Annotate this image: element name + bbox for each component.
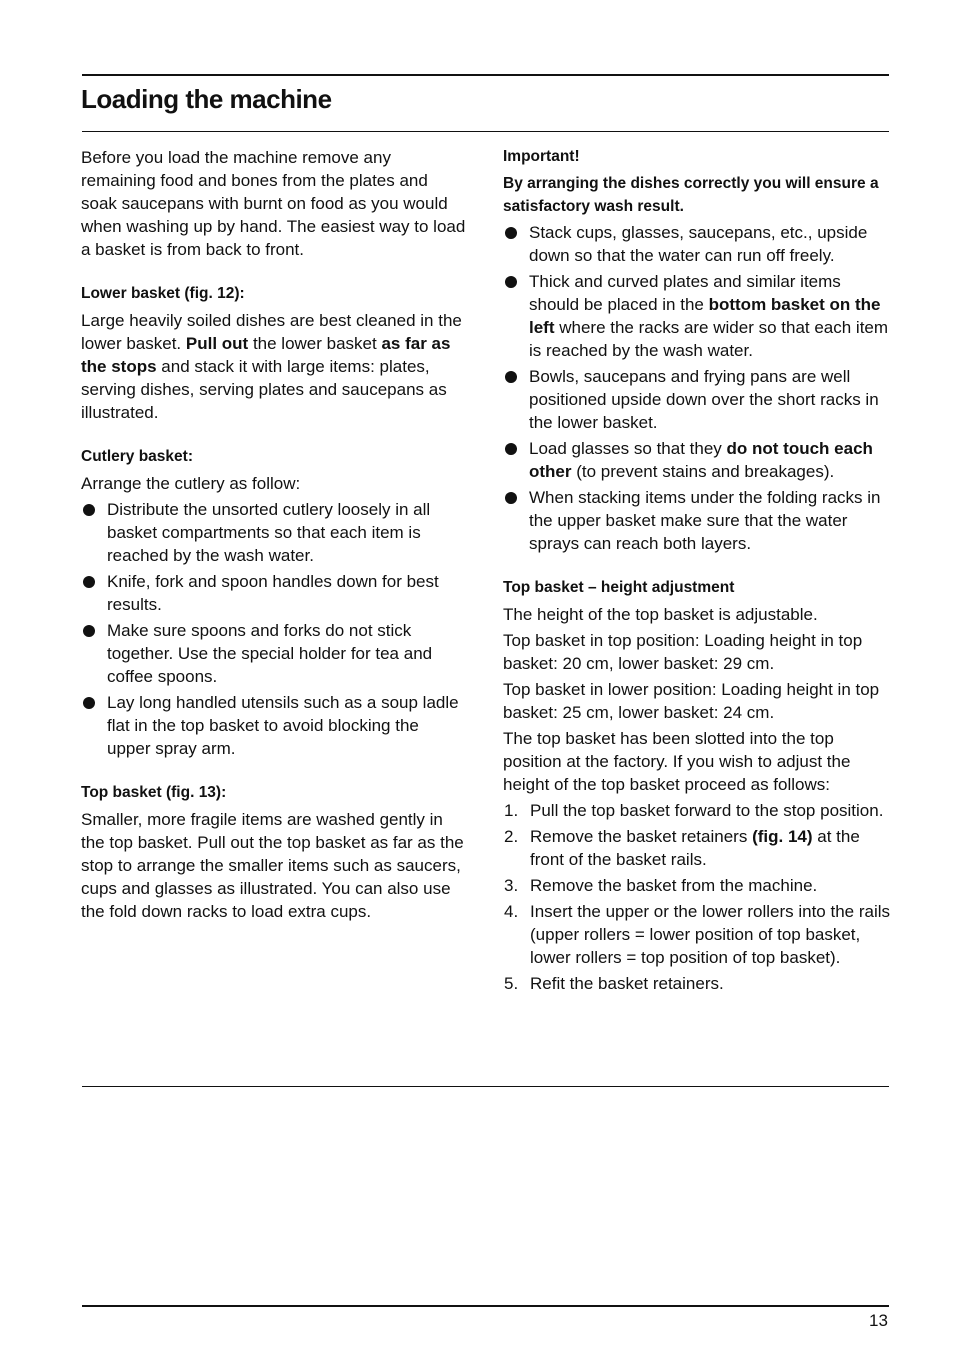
list-item — [503, 972, 891, 995]
cutlery-item-text: Lay long handled utensils such as a soup ladle flat in the top basket to avoid blocking the upper spray arm. — [107, 693, 459, 758]
list-item — [503, 874, 891, 897]
height-line-4: The top basket has been slotted into the top position at the factory. If you wish to adjust the height of the top basket proceed as follows: — [503, 729, 851, 794]
top-basket-heading: Top basket (fig. 13): — [81, 784, 227, 801]
height-line-1: The height of the top basket is adjustable. — [503, 605, 818, 624]
adjustment-steps — [503, 799, 891, 995]
step-number: 3. — [504, 876, 519, 895]
list-item — [503, 221, 891, 267]
step-text: at the front of the basket rails. — [530, 827, 860, 869]
bullet-icon — [83, 504, 95, 516]
important-item-text: Bowls, saucepans and frying pans are well positioned upside down over the short racks in the lower basket. — [529, 367, 879, 432]
step-text: Remove the basket retainers — [530, 827, 753, 846]
important-heading: Important! — [503, 148, 580, 165]
pull-out-emphasis: Pull out — [185, 334, 249, 353]
top-basket-paragraph: Smaller, more fragile items are washed gently in the top basket. Pull out the top basket as far as the stop to arrange the smaller items such as saucers, cups and glasses as illustrated. You can also use the fold down racks to load extra cups. — [81, 810, 464, 921]
lower-basket-text-2: the lower basket — [248, 334, 382, 353]
bullet-icon — [83, 697, 95, 709]
bullet-icon — [505, 443, 517, 455]
lower-basket-paragraph — [81, 309, 466, 424]
bottom-basket-emphasis: bottom basket on the left — [529, 295, 881, 337]
important-item-text: (to prevent stains and breakages). — [571, 462, 835, 481]
step-text: Refit the basket retainers. — [530, 974, 724, 993]
intro-paragraph: Before you load the machine remove any remaining food and bones from the plates and soak saucepans with burnt on food as you would when washing up by hand. The easiest way to load a basket is from back to front. — [81, 148, 466, 259]
cutlery-item-text: Distribute the unsorted cutlery loosely in all basket compartments so that each item is reached by the wash water. — [107, 500, 431, 565]
list-item — [503, 365, 891, 434]
bullet-icon — [83, 625, 95, 637]
step-number: 4. — [504, 902, 519, 921]
list-item — [81, 691, 466, 760]
title-underline-rule — [82, 131, 889, 132]
content-bottom-rule — [82, 1086, 889, 1087]
step-text: Pull the top basket forward to the stop position. — [530, 801, 884, 820]
step-text: Insert the upper or the lower rollers into the rails (upper rollers = lower position of top basket, lower rollers = top position of top basket). — [530, 902, 891, 967]
bullet-icon — [505, 492, 517, 504]
list-item — [503, 486, 891, 555]
left-column — [81, 146, 466, 935]
cutlery-basket-intro: Arrange the cutlery as follow: — [81, 474, 301, 493]
footer-rule — [82, 1305, 889, 1307]
page-number: 13 — [869, 1311, 888, 1330]
important-item-text: Thick and curved plates and similar items should be placed in the — [529, 272, 841, 314]
list-item — [81, 619, 466, 688]
list-item — [503, 825, 891, 871]
important-item-text: where the racks are wider so that each item is reached by the wash water. — [529, 318, 889, 360]
right-column — [503, 146, 891, 998]
height-adjustment-heading: Top basket – height adjustment — [503, 579, 735, 596]
height-line-3: Top basket in lower position: Loading height in top basket: 25 cm, lower basket: 24 cm. — [503, 680, 880, 722]
bullet-icon — [83, 576, 95, 588]
list-item — [81, 570, 466, 616]
stops-emphasis: as far as the stops — [81, 334, 451, 376]
list-item — [503, 900, 891, 969]
cutlery-basket-heading: Cutlery basket: — [81, 448, 193, 465]
height-line-2: Top basket in top position: Loading height in top basket: 20 cm, lower basket: 29 cm. — [503, 631, 863, 673]
list-item — [503, 437, 891, 483]
step-number: 1. — [504, 801, 519, 820]
step-text: Remove the basket from the machine. — [530, 876, 818, 895]
step-number: 2. — [504, 827, 519, 846]
cutlery-list — [81, 498, 466, 760]
lower-basket-text-1: Large heavily soiled dishes are best cleaned in the lower basket. — [81, 311, 462, 353]
bullet-icon — [505, 227, 517, 239]
important-item-text: When stacking items under the folding racks in the upper basket make sure that the water sprays can reach both layers. — [529, 488, 881, 553]
top-rule — [82, 74, 889, 76]
bullet-icon — [505, 371, 517, 383]
important-item-text: Load glasses so that they — [529, 439, 727, 458]
lower-basket-heading: Lower basket (fig. 12): — [81, 285, 245, 302]
list-item — [81, 498, 466, 567]
fig-14-reference: (fig. 14) — [752, 827, 813, 846]
bullet-icon — [505, 276, 517, 288]
list-item — [503, 799, 891, 822]
step-number: 5. — [504, 974, 519, 993]
do-not-touch-emphasis: do not touch each other — [529, 439, 873, 481]
page-title: Loading the machine — [81, 84, 332, 114]
cutlery-item-text: Knife, fork and spoon handles down for best results. — [107, 572, 439, 614]
important-item-text: Stack cups, glasses, saucepans, etc., upside down so that the water can run off freely. — [529, 223, 868, 265]
lower-basket-text-3: and stack it with large items: plates, serving dishes, serving plates and saucepans as illustrated. — [81, 357, 447, 422]
important-lead: By arranging the dishes correctly you will ensure a satisfactory wash result. — [503, 175, 879, 215]
list-item — [503, 270, 891, 362]
important-list — [503, 221, 891, 555]
cutlery-item-text: Make sure spoons and forks do not stick together. Use the special holder for tea and coffee spoons. — [107, 621, 433, 686]
